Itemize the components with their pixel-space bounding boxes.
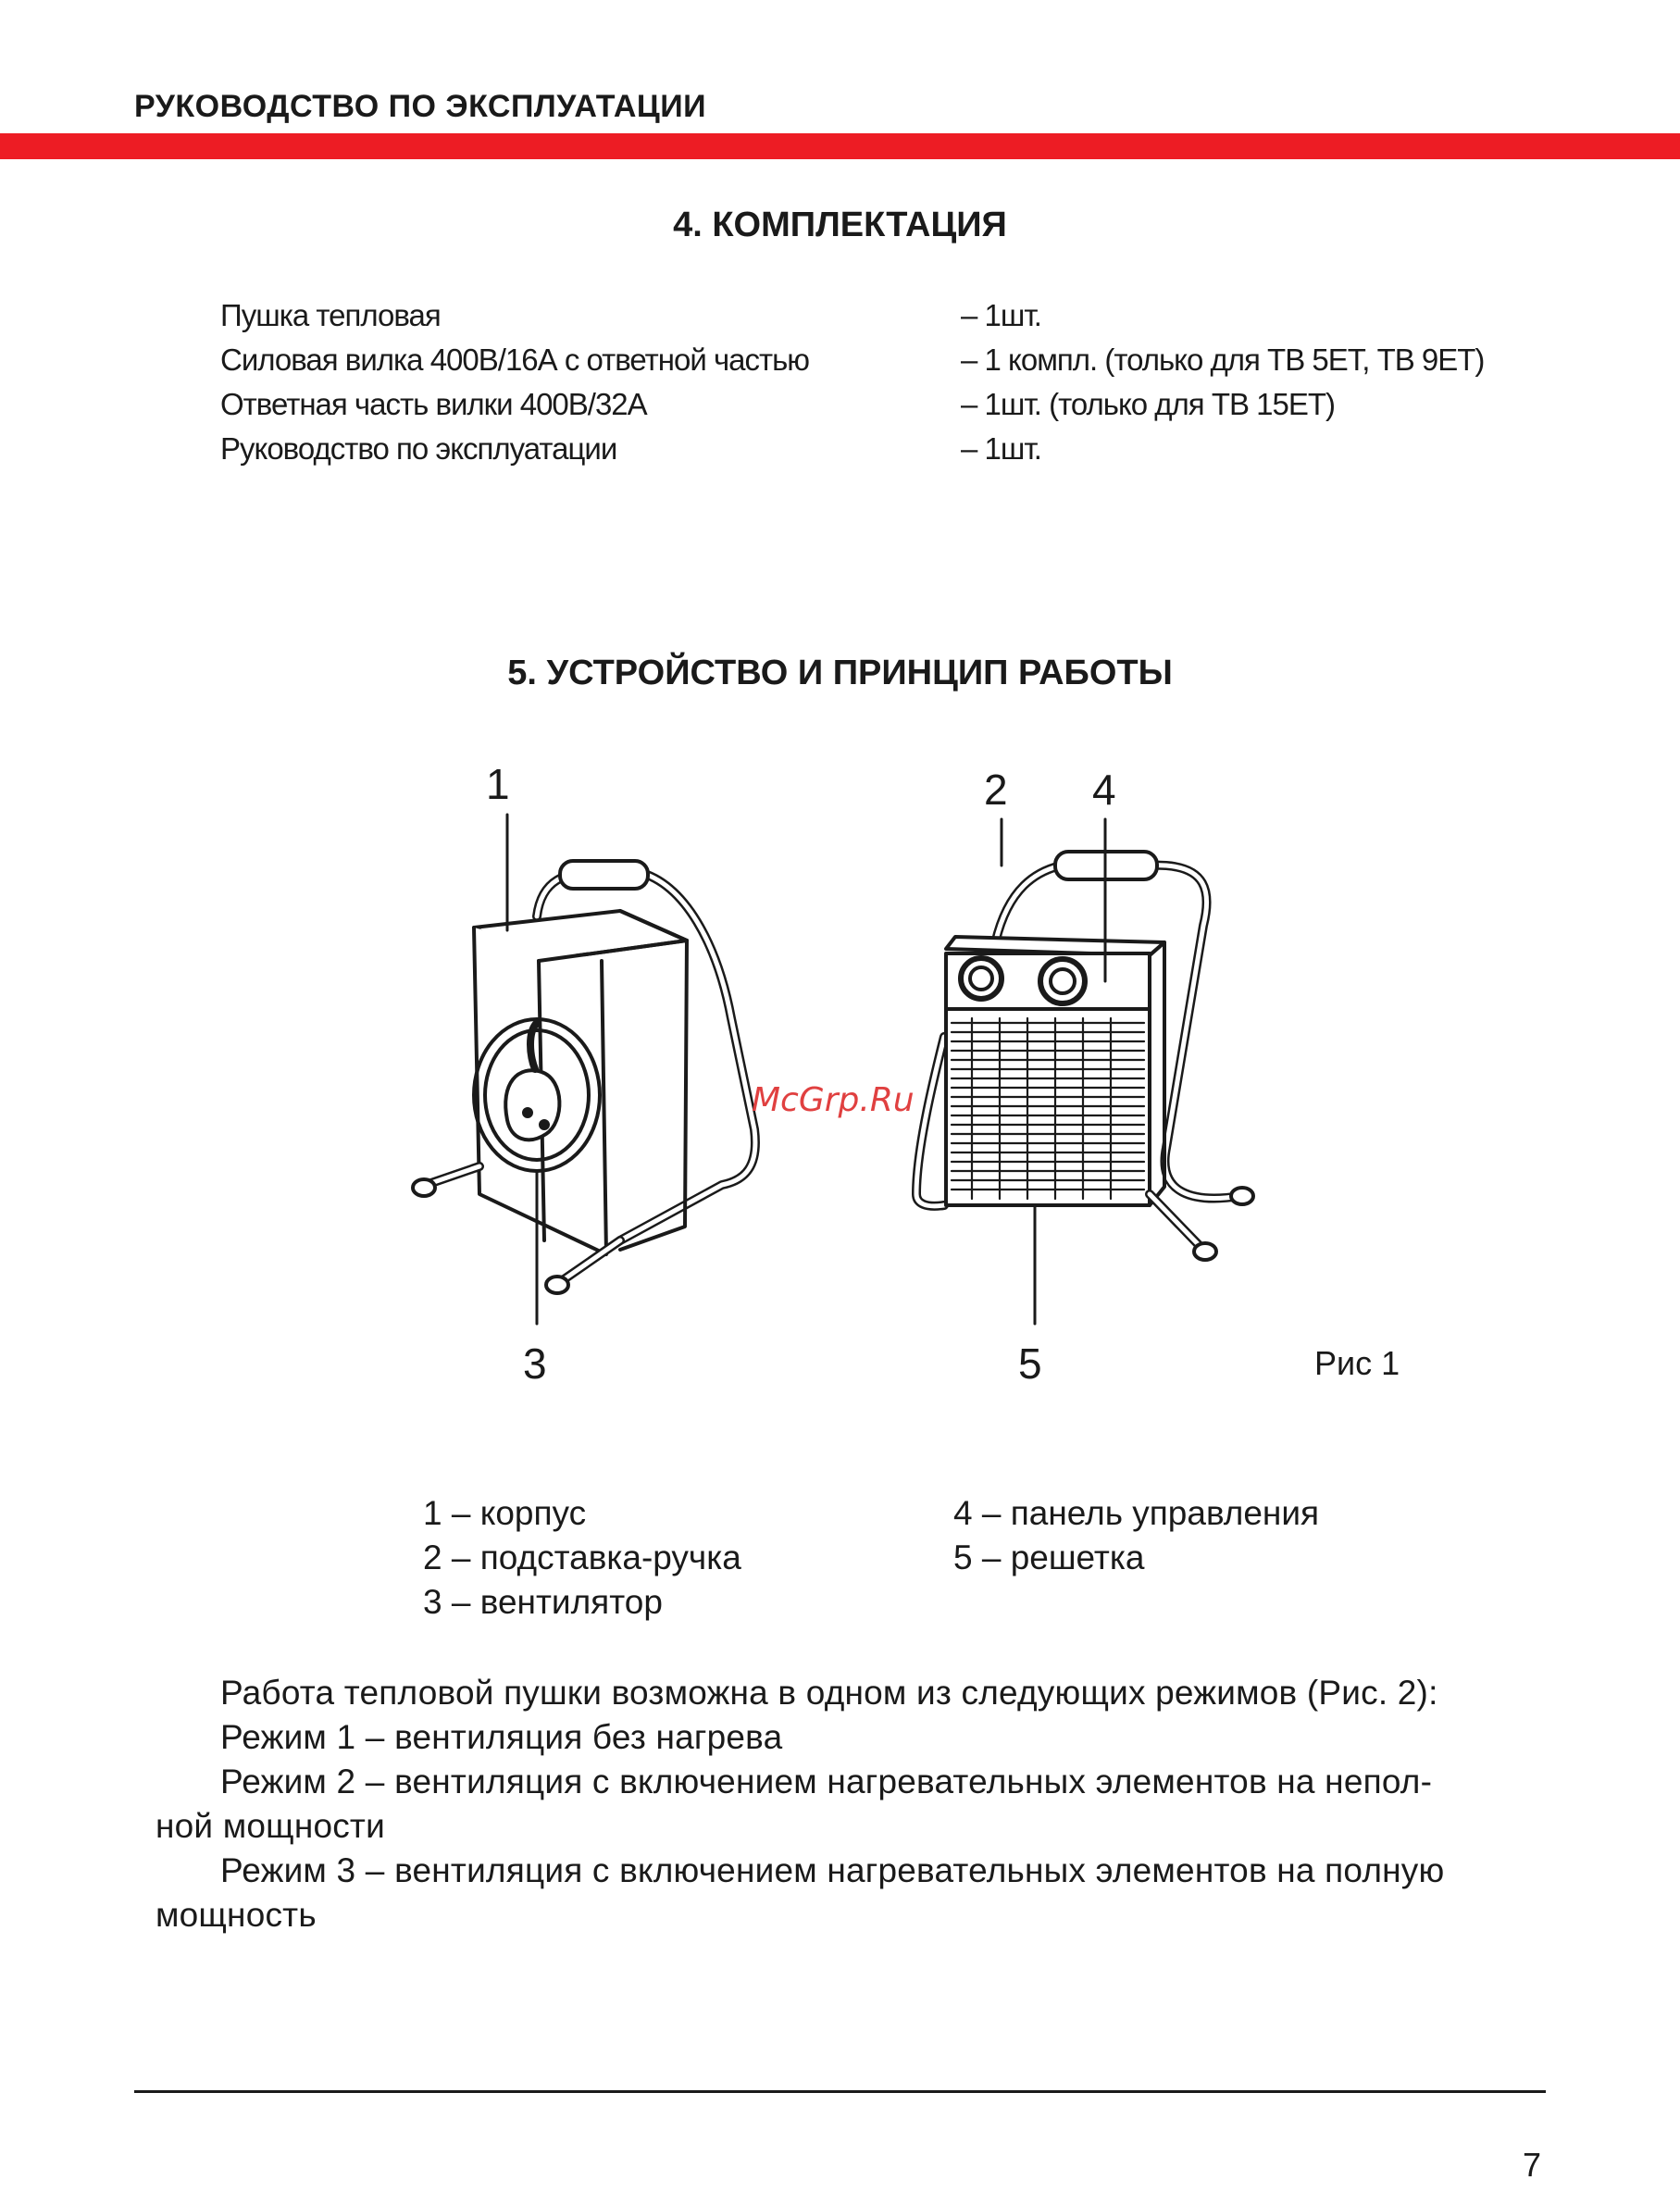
callout-5: 5 xyxy=(1018,1339,1042,1388)
legend-item: 2 – подставка-ручка xyxy=(423,1539,741,1576)
legend-item: 4 – панель управления xyxy=(953,1494,1320,1532)
callout-2: 2 xyxy=(984,766,1008,814)
kit-item-qty: – 1шт. (только для ТВ 15ЕТ) xyxy=(961,387,1336,421)
section-5-title: 5. УСТРОЙСТВО И ПРИНЦИП РАБОТЫ xyxy=(507,654,1173,692)
paragraph-line: Режим 2 – вентиляция с включением нагревательных элементов на непол- xyxy=(220,1763,1433,1800)
paragraph-line: Работа тепловой пушки возможна в одном из следующих режимов (Рис. 2): xyxy=(220,1674,1438,1712)
heater-front-view xyxy=(916,819,1253,1324)
page-number: 7 xyxy=(1523,2146,1542,2184)
legend-item: 5 – решетка xyxy=(953,1539,1145,1576)
paragraph-line: мощность xyxy=(156,1896,317,1934)
paragraph-line: Режим 3 – вентиляция с включением нагревательных элементов на полную xyxy=(220,1851,1445,1889)
kit-item-qty: – 1шт. xyxy=(961,431,1041,466)
kit-item-name: Руководство по эксплуатации xyxy=(220,431,617,466)
legend-item: 3 – вентилятор xyxy=(423,1583,663,1621)
section-4-title: 4. КОМПЛЕКТАЦИЯ xyxy=(673,206,1007,244)
paragraph-line: Режим 1 – вентиляция без нагрева xyxy=(220,1718,783,1756)
running-header: РУКОВОДСТВО ПО ЭКСПЛУАТАЦИИ xyxy=(134,89,707,124)
kit-item-name: Ответная часть вилки 400В/32А xyxy=(220,387,647,421)
legend-item: 1 – корпус xyxy=(423,1494,587,1532)
figure-caption: Рис 1 xyxy=(1314,1344,1400,1382)
kit-item-name: Силовая вилка 400В/16А с ответной частью xyxy=(220,343,810,377)
header-red-bar xyxy=(0,133,1680,159)
callout-3: 3 xyxy=(523,1339,547,1388)
heater-rear-view xyxy=(413,815,755,1324)
kit-item-qty: – 1 компл. (только для ТВ 5ЕТ, ТВ 9ЕТ) xyxy=(961,343,1485,377)
kit-item-name: Пушка тепловая xyxy=(220,298,441,332)
watermark: McGrp.Ru xyxy=(752,1081,915,1119)
kit-item-qty: – 1шт. xyxy=(961,298,1041,332)
paragraph-line: ной мощности xyxy=(156,1807,385,1845)
callout-1: 1 xyxy=(486,760,510,808)
callout-4: 4 xyxy=(1092,766,1116,814)
footer-rule xyxy=(134,2090,1546,2093)
